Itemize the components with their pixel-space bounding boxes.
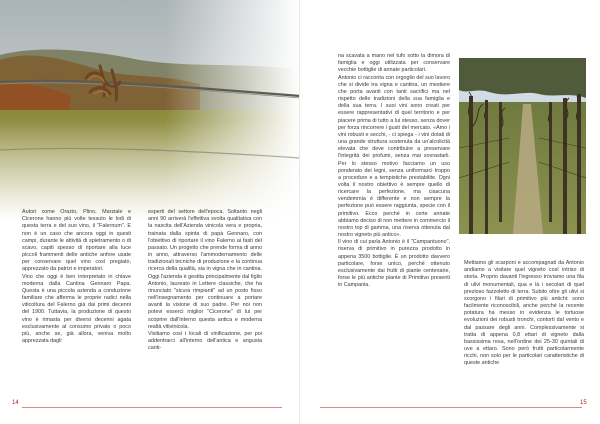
left-column-1 — [22, 202, 131, 352]
right-column-1 — [338, 46, 450, 296]
left-page-number: 14 — [12, 400, 19, 406]
vineyard-photo — [459, 58, 586, 234]
left-column-2-text: esperti del settore dell'epoca. Soltanto negli anni 90 arriverà l'effettiva svolta qualitativa con la nascita dell'Azienda vinicola vera e propria, trainata dalla spinta di papà Gennaro, con l'obiettivo di riportare il vino Falerno ai fasti del passato. Un progetto che prende forma di anno in anno, attraverso l'ammodernamento delle tradizionali tecniche di produzione e la continua ricerca della qualità, sia in vigna che in cantina. Oggi l'azienda è gestita principalmente dal figlio Antonio, laureato in Lettere classiche, che ha rinunciato "sicura rimpianti" ad un posto fisso nell'insegnamento per continuare a portare avanti la visione di suo padre. Per noi non potevi esserci miglior "Cicerone" di lui per scoprire dall'interno questa antica e moderna realtà vitivinicola. Visitiamo così i locali di vinificazione, per poi addentrarci all'interno dell'antica e angusta canti- — [148, 209, 262, 352]
right-footer-rule — [320, 407, 582, 408]
left-column-2 — [148, 202, 262, 359]
right-column-2 — [464, 253, 584, 375]
barbed-wire-photo — [0, 0, 300, 220]
left-footer-rule — [22, 407, 282, 408]
right-page — [300, 0, 600, 424]
right-column-1-text: na scavata a mano nel tufo sotto la dimora di famiglia e oggi utilizzata per conservare vecchie bottiglie di annate particolari. Antonio ci racconta con orgoglio del suo lavoro che si divide tra vigna e cantina, un mestiere che porta avanti con tanti sacrifici ma nel rispetto delle tradizioni della sua famiglia e della sua terra. I suoi vini sono creati per essere rappresentativi di quel territorio e per piacere prima di tutto a lui stesso, senza dover per forza rincorrere i gusti del mercato. «Amo i vini robusti e secchi, - ci spiega - i vini dotati di una grande struttura sostenuta da un'alcolicità elevata che deve contribuire a preservare l'integrità dei profumi, senza mai sovrastarli. Per lo stesso motivo facciamo un uso ponderato dei legni, senza uniformarci troppo a procedure e a tempistiche prestabilite. Ogni volta il nostro obiettivo è sempre quello di ricercare la perfezione, ma ciascuna vendemmia è differente e non sempre la perfezione può essere raggiunta, specie con il primitivo. Ecco perché in certe annate abbiamo deciso di non mettere in commercio il nostro top di gamma, una riserva ottenuta dal nostro vigneto più antico». Il vino di cui parla Antonio è il "Campantuono", riserva di primitivo in purezza prodotto in appena 3500 bottiglie. È un prodotto davvero particolare, forse unico, perché ottenuto esclusivamente dai frutti di piante centenarie, forse le più antiche piante di Primitivo presenti in Campania. — [338, 53, 450, 289]
left-column-1-text: Autori come Orazio, Plino, Marziale e Cicerone hanno più volte tessuto le lodi di questa terra e del suo vino, il "Falernum". E non è un caso che ancora oggi in questi campi, durante le attività di spietramento o di scavo, capiti spesso di riportare alla luce piccoli frammenti delle antiche anfore usate per conservare quel vino così pregiato, apprezzato da patrizi e imperatori. Vino che oggi è ben interpretato in chiave moderna dalla Cantina Gennaro Papa. Questa è una piccola azienda a conduzione familiare che afferma le proprie radici nella viticoltura del Falerno già dai primi decenni del 1900. Tuttavia, la produzione di questo vino è rimasta per diversi decenni agata esclusivamente al consumo privato o poco più, anche se, già allora, veniva molto apprezzata dagli — [22, 209, 131, 344]
right-column-2-text: Mettiamo gli scarponi e accompagnati da Antonio andiamo a visitare quel vigneto così intriso di storia. Proprio davanti l'ingresso troviamo una fila di ulivi monumentali, qua e là i secolari di quel prezioso fazzoletto di terra. Subito oltre gli ulivi si scorgono i filari di primitivo più antichi: sono facilmente riconoscibili, anche perché la recente potatura ha messo in evidenza le tortuose evoluzioni dei robusti tronchi, contorti dal vento e dal passare degli anni. Complessivamente si tratta di appena 0,8 ettari di vigneto dalla bassissima resa, nell'ordine dei 25-30 quintali di uve a ettaro. Sono però frutti particolarmente ricchi, non solo per le particolari caratteristiche di queste antiche — [464, 260, 584, 367]
right-page-number: 15 — [580, 400, 587, 406]
